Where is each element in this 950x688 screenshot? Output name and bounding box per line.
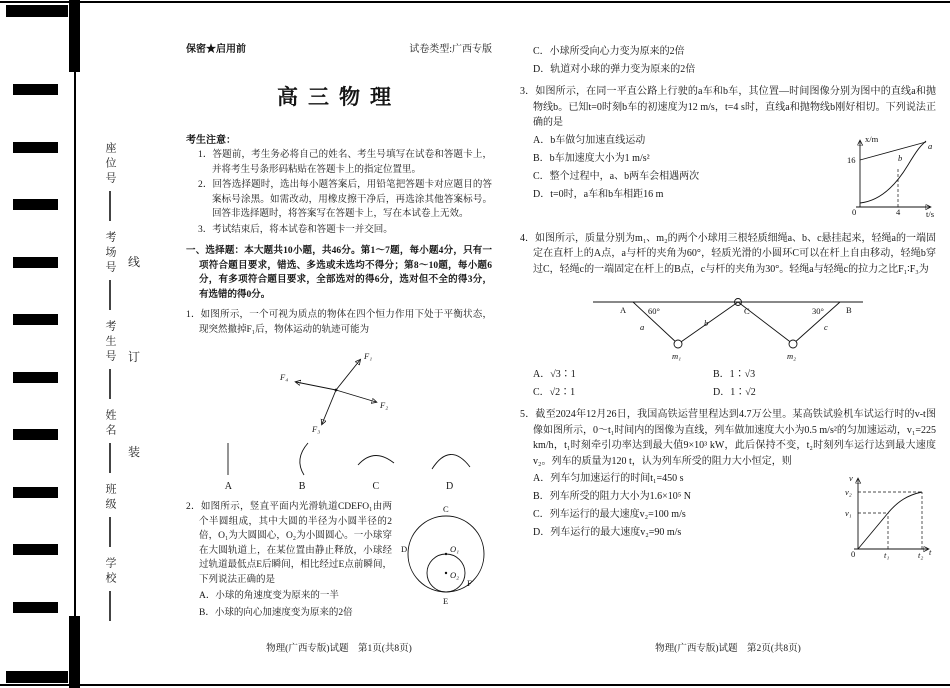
student-info-strip [88,142,132,621]
fig5-v1-label: v₁ [845,508,852,518]
fig4-angle-60: 60° [648,306,660,316]
question-4-rod-figure [578,282,878,362]
page-1 [186,40,492,623]
fig4-rope-c-label: c [824,322,828,332]
seal-char-zhuang: 装 [128,445,141,459]
fig2-center-o1: O₁ [450,544,460,554]
school-label: 学校 [104,557,116,587]
force-f2-label: F₂ [380,400,389,410]
class-blank [109,517,110,547]
trajectory-d-figure [426,439,474,479]
seat-number-label: 座位号 [104,142,116,187]
choice-b-label: B [298,481,306,492]
choice-c-label: C [372,481,380,492]
trajectory-a-figure [204,439,252,479]
seat-number-blank [109,191,110,221]
school-field [102,557,118,621]
name-blank [109,443,110,473]
page-2 [520,40,936,567]
question-2 [186,500,492,623]
fig2-point-e: E [443,596,449,606]
force-f3-label: F₃ [312,424,321,434]
candidate-number-blank [109,369,110,399]
question-3 [520,84,936,225]
registration-mark [13,84,58,95]
fig5-v2-label: v₂ [845,487,852,497]
fig3-ylabel: x/m [865,133,879,144]
notice-item-1: 1．答题前，考生务必将自己的姓名、考生号填写在试卷和答题卡上，并将考生号条形码粘贴在答题卡上的指定位置里。 [198,150,492,175]
question-5-option-a: A．列车匀加速运行的时间t₁=450 s [533,473,684,484]
question-2-option-d: D．轨道对小球的弹力变为原来的2倍 [533,64,696,75]
exam-room-blank [109,280,110,310]
fig4-point-b: B [846,305,852,315]
choice-d-label: D [445,481,454,492]
choice-a [204,439,252,492]
scan-bottom-edge-line [0,684,950,686]
question-2-text: 2．如图所示，竖直平面内光滑轨道CDEFO₁由两个半圆组成，其中大圆的半径为小圆半径的2倍，O₁为大圆圆心，O₂为小圆圆心。一小球穿在大圆轨道上，在某位置由静止释放，小球经过轨道最低点E后瞬间，相比经过E点前瞬间，下列说法正确的是 [186,502,392,585]
fig4-mass-m2-label: m₂ [787,351,797,361]
name-field [102,409,118,473]
notice-item-3: 3．考试结束后，将本试卷和答题卡一并交回。 [198,224,393,235]
fig2-center-o2: O₂ [450,570,460,580]
fig3-xlabel: t/s [926,208,935,219]
page-2-footer: 物理(广西专版)试题 第2页(共8页) [655,644,801,654]
registration-mark [13,544,58,555]
question-4-option-a: A．√3∶1 [533,369,576,380]
registration-mark [13,199,58,210]
question-4-option-b: B．1∶√3 [713,369,756,380]
question-3-graph [842,133,936,221]
trajectory-c-figure [352,439,400,479]
question-1-choices [204,439,473,492]
seal-char-ding: 订 [128,350,141,364]
choice-b [278,439,326,492]
question-5-text: 5．截至2024年12月26日，我国高铁运营里程达到4.7万公里。某高铁试验机车试运行时的v-t图像如图所示，0～t₁时间内的图像为直线，列车做加速度大小为0.5 m/s²的匀加速运动，v₁=225 km/h，t₁时刻牵引功率达到最大值9×10³ kW，此后保持不变，t₂时刻列车运行达到最大速度v₂。列车的质量为120 t，认为列车所受的阻力大小恒定，则 [520,409,936,467]
question-2-option-a: A．小球的角速度变为原来的一半 [199,591,339,601]
page-header [186,40,492,55]
registration-mark [13,257,58,268]
registration-mark [13,314,58,325]
fig3-line-a-label: a [928,140,933,151]
notice-item-2: 2．回答选择题时，选出每小题答案后，用铅笔把答题卡对应题目的答案标号涂黑。如需改动，用橡皮擦干净后，再选涂其他答案标号。回答非选择题时，将答案写在答题卡上，写在本试卷上无效。 [198,180,492,219]
name-label: 姓名 [104,409,116,439]
registration-bar-top [6,5,68,17]
choice-c [352,439,400,492]
registration-mark [13,429,58,440]
fig5-origin: 0 [851,549,856,559]
question-4-text: 4．如图所示，质量分别为m₁、m₂的两个小球用三根轻质细绳a、b、c悬挂起来，轻绳a的一端固定在直杆上的A点，a与杆的夹角为60°，轻质光滑的小圆环C可以在杆上自由移动，轻绳b穿过C，轻绳c的一端固定在杆上的B点，c与杆的夹角为30°。轻绳a与轻绳c的拉力之比F₁∶F₃为 [520,232,936,275]
question-3-option-d: D．t=0时，a车和b车相距16 m [533,188,664,200]
fig4-ring-c: C [744,306,750,316]
question-5-vt-graph [842,471,936,563]
registration-mark [13,487,58,498]
paper-type-label: 试卷类型:广西专版 [409,44,492,55]
question-2-option-c: C．小球所受向心力变为原来的2倍 [533,46,685,57]
question-2-option-b: B．小球的向心加速度变为原来的2倍 [199,608,353,618]
question-1-force-diagram [264,342,414,434]
fig3-ytick-16: 16 [847,154,856,165]
question-5 [520,407,936,567]
seat-number-field [102,142,118,221]
question-5-option-c: C．列车运行的最大速度v₂=100 m/s [533,509,686,520]
fig5-t2-label: t₂ [918,550,924,560]
notice-heading: 考生注意： [186,135,236,146]
page-1-footer: 物理(广西专版)试题 第1页(共8页) [266,644,412,654]
fig3-xtick-4: 4 [896,206,901,217]
registration-mark [13,602,58,613]
security-notice: 保密★启用前 [186,44,246,55]
question-4-options-row-1 [520,367,936,383]
scan-top-edge-line [0,1,950,3]
binding-mark-bottom [69,616,80,688]
section-1-header: 一、选择题：本大题共10小题，共46分。第1～7题，每小题4分，只有一项符合题目要求，错选、多选或未选均不得分；第8～10题，每小题6分，有多项符合题目要求，全部选对的得6分，选对但不全的得3分，有选错的得0分。 [186,246,492,300]
class-field [102,483,118,547]
fig4-rope-b-label: b [704,318,709,328]
fig2-point-f: F [467,578,472,588]
fig4-point-a: A [620,305,627,315]
choice-d [426,439,474,492]
question-4 [520,231,936,402]
question-1 [186,308,492,492]
question-2-track-figure [400,502,492,614]
fig2-point-d: D [401,544,408,554]
fig5-ylabel: v [849,473,853,483]
question-3-option-b: B．b车加速度大小为1 m/s² [533,152,650,164]
question-3-option-a: A．b车做匀加速直线运动 [533,134,646,146]
force-f1-label: F₁ [364,351,373,361]
class-label: 班级 [104,483,116,513]
candidate-number-label: 考生号 [104,320,116,365]
registration-bar-bottom [6,671,68,683]
question-1-text: 1．如图所示，一个可视为质点的物体在四个恒力作用下处于平衡状态，现突然撤掉F₁后，物体运动的轨迹可能为 [186,310,492,335]
registration-mark [13,372,58,383]
fig2-point-c: C [443,504,449,514]
question-4-option-c: C．√2∶1 [533,387,576,398]
question-5-option-b: B．列车所受的阻力大小为1.6×10⁵ N [533,491,692,502]
exam-room-field [102,231,118,310]
force-f4-label: F₄ [280,372,289,382]
question-3-option-c: C．整个过程中，a、b两车会相遇两次 [533,170,700,182]
fig4-mass-m1-label: m₁ [672,351,682,361]
fig4-rope-a-label: a [640,322,645,332]
registration-mark [13,142,58,153]
seal-char-xian: 线 [128,255,141,269]
school-blank [109,591,110,621]
fig3-curve-b-label: b [898,152,903,163]
fig3-origin: 0 [852,206,857,217]
binding-mark-top [69,0,80,72]
question-5-option-d: D．列车运行的最大速度v₂=90 m/s [533,527,682,538]
exam-room-label: 考场号 [104,231,116,276]
choice-a-label: A [224,481,232,492]
binding-line [74,0,76,688]
fig5-xlabel: t [929,547,932,557]
question-3-text: 3．如图所示，在同一平直公路上行驶的a车和b车，其位置—时间图像分别为图中的直线a和抛物线b。已知t=0时刻b车的初速度为12 m/s，t=4 s时，直线a和抛物线b刚好相切。下列说法正确的是 [520,86,936,128]
fig5-t1-label: t₁ [884,550,890,560]
trajectory-b-figure [278,439,326,479]
candidate-number-field [102,320,118,399]
fig4-angle-30: 30° [812,306,824,316]
question-4-options-row-2 [520,385,936,401]
paper-title: 高三物理 [277,85,401,109]
question-4-option-d: D．1∶√2 [713,387,756,398]
